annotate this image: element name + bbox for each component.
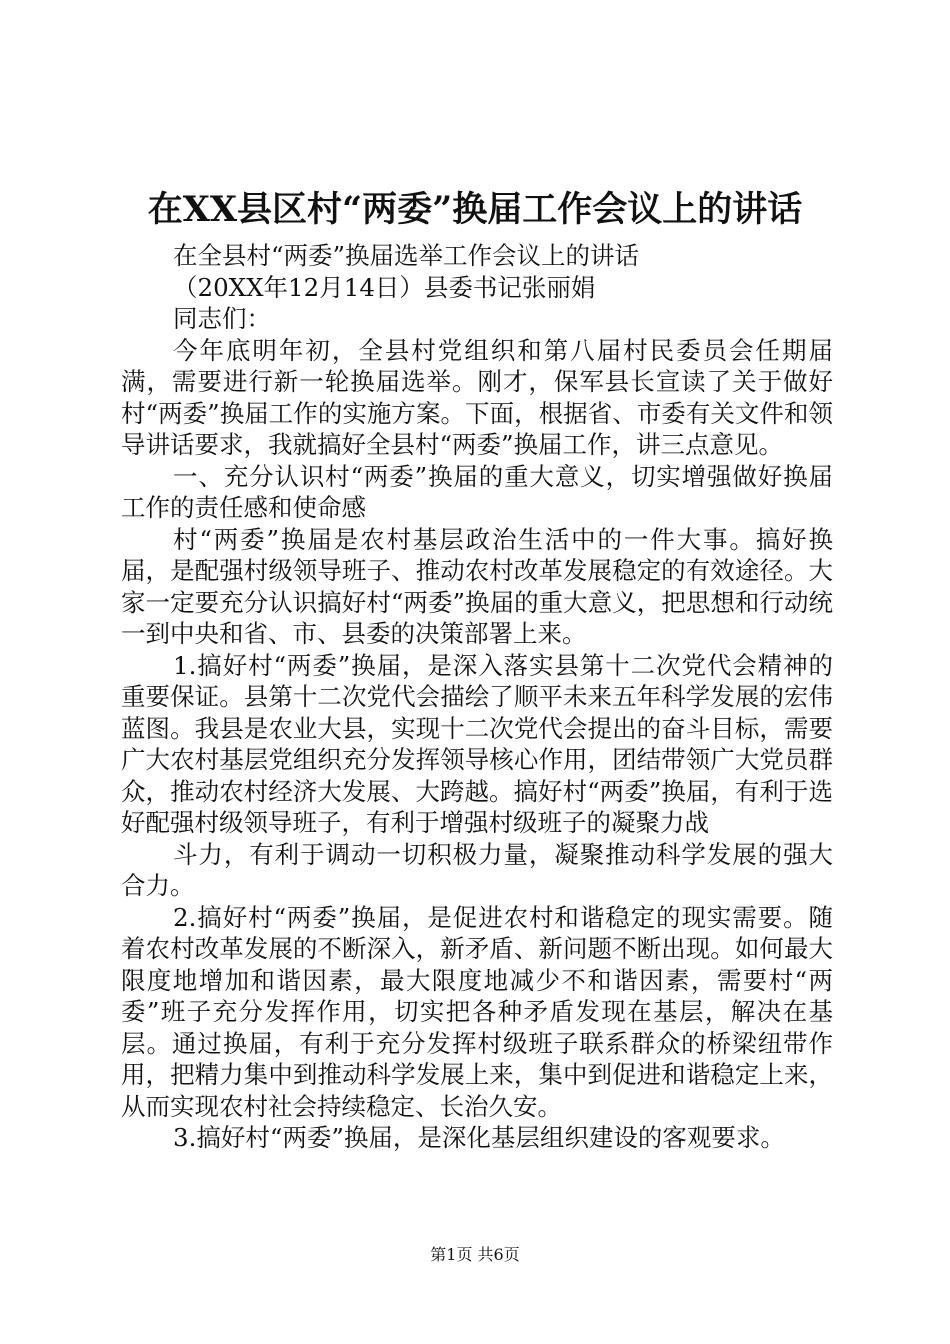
body-paragraph: 1.搞好村“两委”换届，是深入落实县第十二次党代会精神的重要保证。县第十二次党代会描绘了顺平未来五年科学发展的宏伟蓝图。我县是农业大县，实现十二次党代会提出的奋斗目标，需要广大农村基层党组织充分发挥领导核心作用，团结带领广大党员群众，推动农村经济大发展、大跨越。搞好村“两委”换届，有利于选好配强村级领导班子，有利于增强村级班子的凝聚力战 — [121, 650, 833, 837]
body-paragraph: 村“两委”换届是农村基层政治生活中的一件大事。搞好换届，是配强村级领导班子、推动农村改革发展稳定的有效途径。大家一定要充分认识搞好村“两委”换届的重大意义，把思想和行动统一到中央和省、市、县委的决策部署上来。 — [121, 524, 833, 648]
document-body — [121, 240, 833, 1154]
subtitle-paragraph: 在全县村“两委”换届选举工作会议上的讲话 — [173, 241, 640, 270]
page-footer — [0, 1244, 950, 1266]
salutation-paragraph: 同志们： — [173, 304, 271, 333]
date-author-paragraph: （20XX年12月14日）县委书记张丽娟 — [173, 272, 596, 302]
body-paragraph: 今年底明年初，全县村党组织和第八届村民委员会任期届满，需要进行新一轮换届选举。刚才，保军县长宣读了关于做好村“两委”换届工作的实施方案。下面，根据省、市委有关文件和领导讲话要求，我就搞好全县村“两委”换届工作，讲三点意见。 — [121, 335, 833, 459]
body-paragraph: 3.搞好村“两委”换届，是深化基层组织建设的客观要求。 — [173, 1123, 785, 1152]
page-number: 第1页 共6页 — [430, 1245, 520, 1264]
document-title: 在XX县区村“两委”换届工作会议上的讲话 — [147, 189, 803, 230]
body-paragraph: 斗力，有利于调动一切积极力量，凝聚推动科学发展的强大合力。 — [121, 839, 833, 900]
body-paragraph: 2.搞好村“两委”换届，是促进农村和谐稳定的现实需要。随着农村改革发展的不断深入，新矛盾、新问题不断出现。如何最大限度地增加和谐因素，最大限度地减少不和谐因素，需要村“两委”班子充分发挥作用，切实把各种矛盾发现在基层，解决在基层。通过换届，有利于充分发挥村级班子联系群众的桥梁纽带作用，把精力集中到推动科学发展上来，集中到促进和谐稳定上来，从而实现农村社会持续稳定、长治久安。 — [121, 902, 833, 1121]
section-heading: 一、充分认识村“两委”换届的重大意义，切实增强做好换届工作的责任感和使命感 — [121, 461, 833, 522]
